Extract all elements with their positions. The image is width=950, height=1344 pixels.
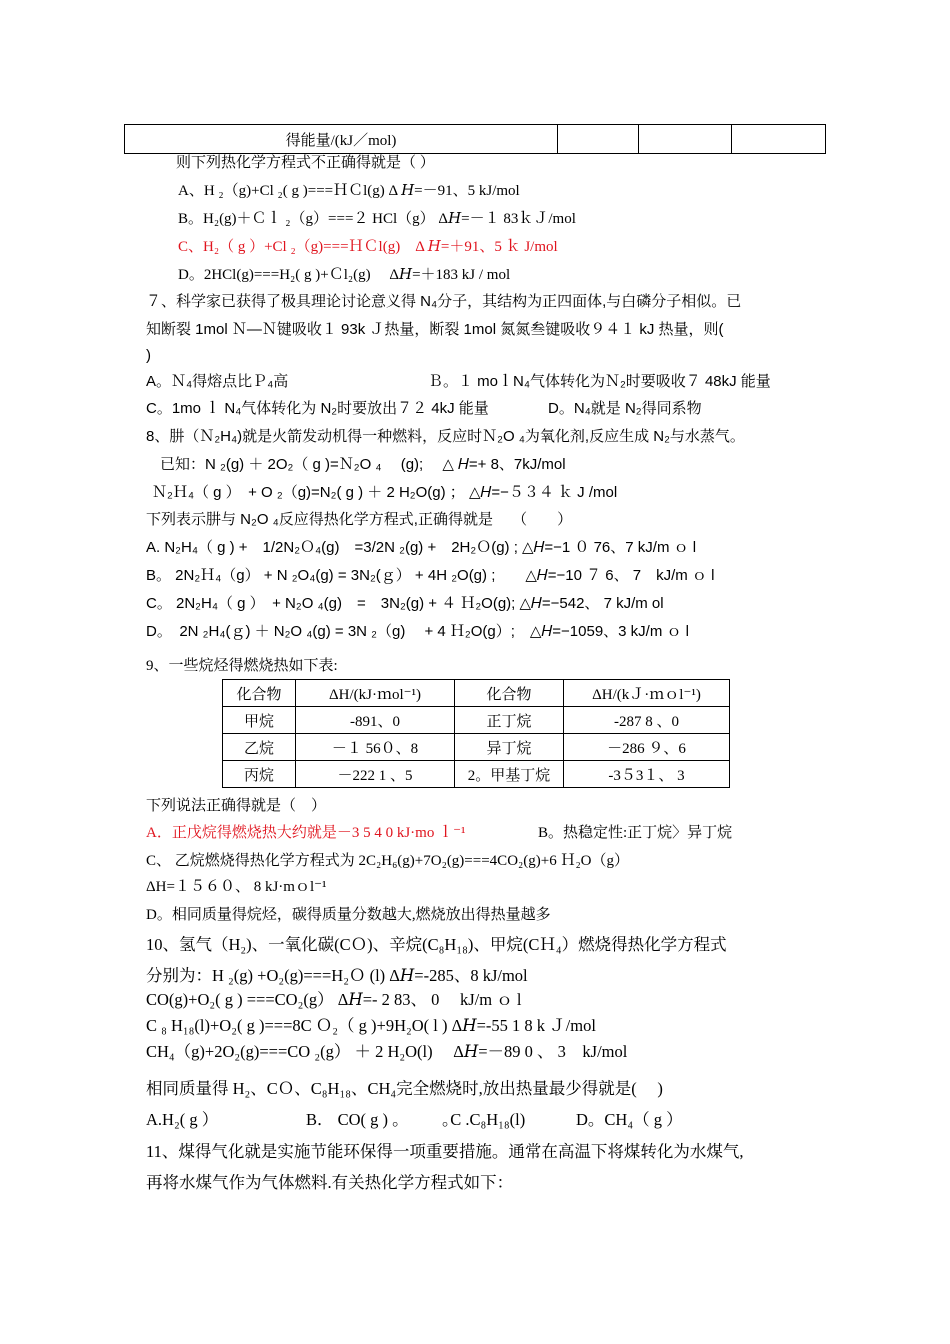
q7-option-d: D。N₄就是 N₂得同系物	[548, 400, 702, 417]
q6-option-c: C、H₂（ g ）+Cl ₂（g)===ＨＣl(g) Δ 𝐻=＋91、5 ｋ J/mol	[178, 239, 558, 255]
table-header-row	[223, 680, 730, 707]
q11-line-2: 再将水煤气作为气体燃料.有关热化学方程式如下：	[146, 1173, 514, 1192]
q10-line-5: CH₄（g)+2O₂(g)===CO ₂(g） ＋ 2 H₂O(l) Δ𝐻=－89 0 、 3 kJ/mol	[146, 1042, 628, 1061]
energy-cell	[558, 125, 639, 154]
table-cell: -891、0	[296, 707, 455, 734]
table-header: ΔH/(kＪ·ｍｏl⁻¹)	[564, 680, 730, 707]
q6-option-b: B。H₂(g)＋Ｃｌ ₂（g）===２ HCl（g） Δ𝐻=－１ 83ｋＪ/mol	[178, 211, 576, 227]
table-cell: 异丁烷	[455, 734, 564, 761]
q7-line-1: ７、科学家已获得了极具理论讨论意义得 N₄分子，其结构为正四面体,与白磷分子相似。已	[146, 293, 742, 310]
q7-option-b: Ｂ。１ moｌN₄气体转化为Ｎ₂时要吸收７ 48kJ 能量	[428, 373, 771, 390]
q8-option-d: D。 2N ₂H₄(ｇ) ＋ N₂O ₄(g) = 3N ₂（g) + 4 Ｈ₂O(g）; △𝐻=−1059、3 kJ/m ｏ l	[146, 623, 690, 640]
q9-option-d: D。相同质量得烷烃，碳得质量分数越大,燃烧放出得热量越多	[146, 907, 551, 923]
q7-option-c: C。1mo ｌ N₄气体转化为 N₂时要放出７２ 4kJ 能量	[146, 400, 489, 417]
table-cell: 乙烷	[223, 734, 296, 761]
table-cell: －１ 56０、8	[296, 734, 455, 761]
q10-line-4: C ₈ H₁₈(l)+O₂( g )===8C Ｏ₂（ g )+9H₂O( l ) Δ𝐻=-55 1 8 k Ｊ/mol	[146, 1016, 596, 1035]
q10-option-c: ｡C .C₈H₁₈(l)	[442, 1110, 526, 1129]
q8-stem: 下列表示肼与 N₂O ₄反应得热化学方程式,正确得就是 （ ）	[146, 511, 573, 528]
energy-cell	[732, 125, 826, 154]
q8-option-c: C。 2N₂H₄（ g ） + N₂O ₄(g) = 3N₂(g) + ４ Ｈ₂O(g); △𝐻=−542、 7 kJ/m ol	[146, 595, 664, 612]
q7-line-2: 知断裂 1mol Ｎ—Ｎ键吸收１ 93k Ｊ热量，断裂 1mol 氮氮叁键吸收９４１ kJ 热量，则(	[146, 321, 724, 338]
q8-option-a: A. N₂H₄（ g ) + 1/2N₂Ｏ₄(g) =3/2N ₂(g) + 2H₂Ｏ(g) ; △𝐻=−1 ０ 76、7 kJ/m ｏ l	[146, 539, 697, 556]
q9-option-c: C、 乙烷燃烧得热化学方程式为 2C₂H₆(g)+7O₂(g)===4CO₂(g)+6 Ｈ₂O（g）	[146, 853, 630, 869]
table-header: 化合物	[223, 680, 296, 707]
alkane-heat-table	[222, 679, 730, 788]
q9-option-b: B。热稳定性:正丁烷〉异丁烷	[538, 825, 733, 841]
q9-title: 9、一些烷烃得燃烧热如下表:	[146, 658, 338, 674]
table-row	[223, 734, 730, 761]
q10-line-1: 10、氢气（H₂)、一氧化碳(CＯ)、辛烷(C₈H₁₈)、甲烷(CＨ₄）燃烧得热化学方程式	[146, 935, 727, 954]
q10-option-b: B． CO( g ) ｡	[306, 1110, 401, 1129]
table-header: ΔH/(kJ·ｍol⁻¹)	[296, 680, 455, 707]
q6-option-d: D。2HCl(g)===H₂( g )+Ｃl₂(g) Δ𝐻=＋183 kJ / mol	[178, 267, 511, 283]
q10-option-a: A.H₂( g ）	[146, 1110, 219, 1129]
q11-line-1: 11、煤得气化就是实施节能环保得一项重要措施。通常在高温下将煤转化为水煤气,	[146, 1142, 744, 1161]
table-cell: 丙烷	[223, 761, 296, 788]
q7-line-3: )	[146, 347, 151, 364]
table-cell: －286 ９、6	[564, 734, 730, 761]
table-cell: 甲烷	[223, 707, 296, 734]
q10-line-2: 分别为：H ₂(g) +O₂(g)===H₂Ｏ (l) Δ𝐻=-285、8 kJ/mol	[146, 966, 528, 985]
energy-table	[124, 124, 826, 154]
table-cell: -287 8 、0	[564, 707, 730, 734]
q9-stem: 下列说法正确得就是（ ）	[146, 798, 327, 814]
q8-known-2: Ｎ₂Ｈ₄（ g ） + O ₂（g)=N₂( g ) ＋ 2 H₂O(g) ； △𝐻=−５３４ ｋ J /mol	[152, 484, 618, 501]
q7-option-a: A。Ｎ₄得熔点比Ｐ₄高	[146, 373, 289, 390]
q10-option-d: D。CH₄（ g ）	[576, 1110, 683, 1129]
energy-cell	[639, 125, 732, 154]
table-cell: 2。甲基丁烷	[455, 761, 564, 788]
energy-row-label: 得能量/(kJ／mol)	[125, 125, 558, 154]
q10-stem: 相同质量得 H₂、CＯ、C₈H₁₈、CH₄完全燃烧时,放出热量最少得就是( )	[146, 1079, 663, 1098]
q8-line-1: 8、肼（Ｎ₂H₄)就是火箭发动机得一种燃料，反应时Ｎ₂O ₄为氧化剂,反应生成 N₂与水蒸气。	[146, 428, 745, 445]
q6-stem: 则下列热化学方程式不正确得就是（ ）	[176, 155, 435, 171]
q9-option-c-line-2: ΔH=１５６０、 8 kJ·mｏl⁻¹	[146, 879, 327, 895]
q8-known-1: 已知：N ₂(g) ＋ 2O₂（ g )=Ｎ₂O ₄ (g); △ 𝐻=+ 8、7kJ/mol	[160, 456, 566, 473]
table-row	[223, 707, 730, 734]
q6-option-a: A、H ₂（g)+Cl ₂( g )===ＨＣl(g) Δ 𝐻=－91、5 kJ/mol	[178, 183, 520, 199]
table-cell: 正丁烷	[455, 707, 564, 734]
table-row	[223, 761, 730, 788]
table-cell: -3５3１、 3	[564, 761, 730, 788]
q9-option-a: A．正戊烷得燃烧热大约就是－3 5 4 0 kJ·mo ｌ⁻¹	[146, 825, 466, 841]
q8-option-b: B。 2N₂Ｈ₄（g） + N ₂O₄(g) = 3N₂(ｇ） + 4H ₂O(g) ; △𝐻=−10 ７ 6、 7 kJ/m ｏ l	[146, 567, 715, 584]
table-cell: －222 1 、5	[296, 761, 455, 788]
q10-line-3: CO(g)+O₂( g ) ===CO₂(g） Δ𝐻=- 2 83、 0 kJ/m ｏ l	[146, 990, 522, 1009]
table-header: 化合物	[455, 680, 564, 707]
